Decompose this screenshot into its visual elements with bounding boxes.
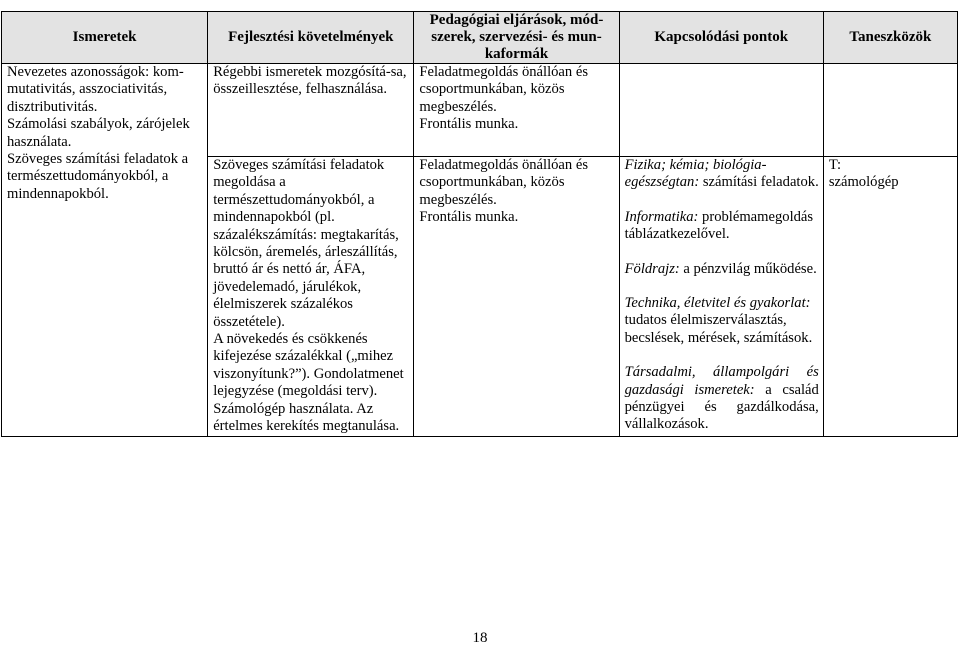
knowledge-item: Számolási szabályok, zárójelek használata. <box>7 116 190 150</box>
table-row <box>2 64 958 157</box>
table-header-row <box>2 12 958 64</box>
development-cell <box>208 157 414 437</box>
connection-item <box>625 295 819 347</box>
connections-cell-empty <box>619 64 823 157</box>
header-tools: Taneszközök <box>823 12 957 64</box>
header-development: Fejlesztési követelmények <box>208 12 414 64</box>
connection-subject: Társadalmi, állampolgári és gazdasági ismeretek: <box>624 364 819 398</box>
development-text: Számológép használata. Az értelmes kerekítés megtanulása. <box>213 400 400 435</box>
knowledge-item: Nevezetes azonosságok: kom-mutativitás, asszociativitás, disztributivitás. <box>7 64 184 115</box>
development-text: A növekedés és csökkenés kifejezése százalékkal („mihez viszonyítunk?”). Gondolatmenet lejegyzése (megoldási terv). <box>213 331 404 400</box>
knowledge-item: Szöveges számítási feladatok a természettudományokból, a mindennapokból. <box>7 151 189 202</box>
methods-text: Frontális munka. <box>419 116 519 133</box>
connection-text: számítási feladatok. <box>699 174 819 191</box>
tools-value: számológép <box>828 174 899 191</box>
tools-label: T: <box>828 157 842 173</box>
development-text: Szöveges számítási feladatok megoldása a természettudományokból, a mindennapokból (pl. százalékszámítás: megtakarítás, kölcsön, áremelés, árleszállítás, bruttó ár és nettó ár, ÁFA, jövedelemadó, járulékok, élelmiszerek százalékos összetétele). <box>213 157 399 330</box>
connection-subject: Földrajz: <box>624 260 680 277</box>
header-knowledge: Ismeretek <box>2 12 208 64</box>
methods-text: Feladatmegoldás önállóan és csoportmunkában, közös megbeszélés. <box>419 157 588 208</box>
connections-cell <box>619 157 823 437</box>
connection-text: tudatos élelmiszerválasztás, becslések, mérések, számítások. <box>624 312 813 346</box>
knowledge-cell <box>2 64 208 437</box>
connection-subject: Technika, életvitel és gyakorlat: <box>624 295 811 312</box>
development-text: Régebbi ismeretek mozgósítá-sa, összeillesztése, felhasználása. <box>213 64 407 98</box>
methods-cell <box>414 64 619 157</box>
methods-text: Frontális munka. <box>419 209 519 226</box>
connection-subject: Informatika: <box>624 208 699 225</box>
tools-cell-empty <box>823 64 957 157</box>
connection-text: a pénzvilág működése. <box>679 260 817 277</box>
curriculum-table <box>1 11 958 437</box>
methods-cell <box>414 157 619 437</box>
development-cell <box>208 64 414 157</box>
methods-text: Feladatmegoldás önállóan és csoportmunkában, közös megbeszélés. <box>419 64 588 115</box>
header-connections: Kapcsolódási pontok <box>619 12 823 64</box>
connection-text: a család pénzügyei és gazdálkodása, vállalkozások. <box>624 381 819 433</box>
tools-cell <box>823 157 957 437</box>
connection-item <box>625 261 819 278</box>
connection-item <box>625 157 819 192</box>
connection-text: problémamegoldás táblázatkezelővel. <box>624 208 814 243</box>
page-number: 18 <box>472 630 488 646</box>
connection-subject: Fizika; kémia; biológia-egészségtan: <box>624 157 767 191</box>
connection-item <box>625 209 819 244</box>
header-methods: Pedagógiai eljárások, mód-szerek, szervezési- és mun-kaformák <box>414 12 619 64</box>
connection-item <box>625 364 819 434</box>
